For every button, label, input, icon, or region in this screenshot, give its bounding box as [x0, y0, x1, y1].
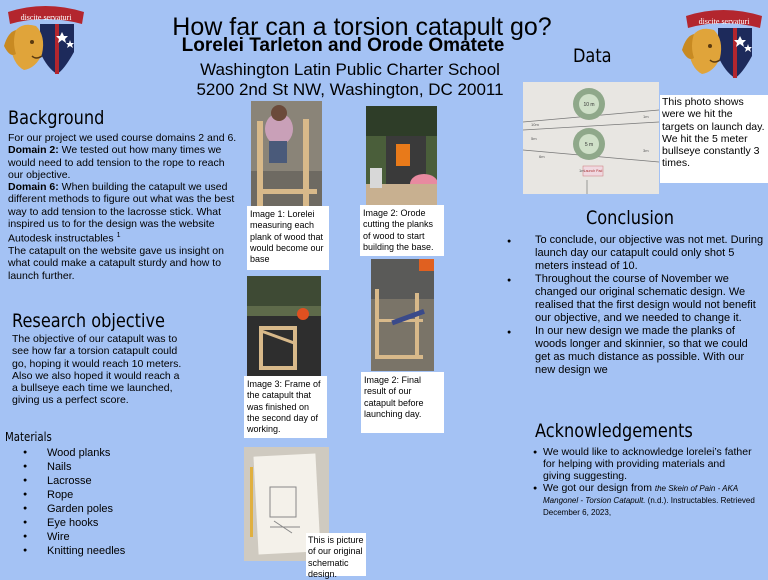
caption-image-3: Image 3: Frame of the catapult that was finished on the second day of working.	[244, 376, 327, 438]
photo-cutting-planks	[366, 106, 437, 206]
poster-authors: Lorelei Tarleton and Orode Omatete	[181, 35, 505, 56]
research-text: The objective of our catapult was to see how far a torsion catapult could go, hoping it would reach 10 meters. Also we also hoped it would reach a a bullseye each time we launched, giving us a perfect score.	[12, 333, 182, 407]
caption-image-2: Image 2: Orode cutting the planks of wood to start building the base.	[360, 205, 444, 256]
list-item: ● In our new design we made the planks of woods longer and skinnier, so that we could get as much distance as possible. With our new design we	[507, 325, 765, 377]
list-item: ● Lacrosse	[19, 474, 169, 488]
research-heading: Research objective	[12, 310, 165, 332]
citation-title: the Skein of Pain - AKA Mangonel - Torsion Catapult.	[543, 484, 738, 505]
list-item: ● Garden poles	[19, 502, 169, 516]
photo-catapult-frame	[247, 276, 321, 376]
poster-title: How far can a torsion catapult go?	[172, 13, 552, 41]
acknowledgements-heading: Acknowledgements	[535, 420, 693, 442]
background-heading: Background	[8, 107, 105, 129]
list-item: ● We would like to acknowledge lorelei’s father for helping with providing materials and giving suggesting.	[533, 446, 755, 482]
conclusion-list	[507, 234, 765, 377]
school-name: Washington Latin Public Charter School	[200, 60, 500, 79]
background-intro: For our project we used course domains 2 and 6.	[8, 132, 237, 144]
distance-label: 1m	[579, 168, 585, 173]
list-item: ● Rope	[19, 488, 169, 502]
domain2-label: Domain 2:	[8, 144, 59, 157]
logo-motto-right: discite servaturi	[698, 17, 750, 26]
distance-label: 1m	[643, 114, 649, 119]
citation-rest: (n.d.). Instructables. Retrieved December 6, 2023,	[543, 496, 755, 517]
target-diagram	[523, 82, 659, 194]
distance-label: 3m	[643, 148, 649, 153]
list-item: ● Knitting needles	[19, 544, 169, 558]
logo-motto: discite servaturi	[20, 13, 72, 22]
citation-prefix: We got our design from	[543, 482, 655, 494]
list-item: ● Nails	[19, 460, 169, 474]
launch-pad-label: Launch Pad	[583, 169, 603, 173]
distance-label: 6m	[539, 154, 545, 159]
data-caption: This photo shows were we hit the targets on launch day. We hit the 5 meter bullseye constantly 3 times.	[660, 95, 768, 183]
conclusion-heading: Conclusion	[586, 207, 675, 229]
materials-list	[19, 446, 169, 558]
domain6-text: When building the catapult we used different methods to figure out what was the best way to add tension to the lacrosse stick. What inspired us to for the design was the website Autodesk instructables	[8, 181, 235, 245]
list-item: ● Eye hooks	[19, 516, 169, 530]
background-insight: The catapult on the website gave us insight on what could make a catapult sturdy and how to launch further.	[8, 245, 224, 282]
acknowledgements-list	[533, 446, 755, 518]
distance-label: 5m	[531, 136, 537, 141]
data-heading: Data	[573, 45, 612, 67]
school-address: 5200 2nd St NW, Washington, DC 20011	[196, 80, 504, 99]
target-label-5m: 5 m	[584, 142, 594, 148]
background-text	[8, 132, 240, 282]
target-label-10m: 10 m	[583, 102, 595, 108]
distance-label: 10m	[531, 122, 539, 127]
caption-image-1: Image 1: Lorelei measuring each plank of wood that would become our base	[247, 206, 329, 270]
footnote-marker: 1	[116, 232, 121, 240]
materials-heading: Materials	[5, 430, 52, 444]
list-item: ● Wire	[19, 530, 169, 544]
photo-final-catapult	[371, 259, 434, 371]
domain6-label: Domain 6:	[8, 181, 59, 194]
list-item: ● Throughout the course of November we changed our original schematic design. We realised that the first design would not benefit our objective, and we needed to change it.	[507, 273, 765, 325]
caption-image-4: Image 2: Final result of our catapult before launching day.	[361, 372, 444, 433]
caption-image-5: This is picture of our original schematic design.	[306, 533, 366, 576]
domain2-text: We tested out how many times we would need to add tension to the rope to reach our objective.	[8, 144, 225, 181]
photo-measuring-plank	[251, 101, 322, 211]
list-item	[533, 482, 755, 518]
list-item: ● Wood planks	[19, 446, 169, 460]
list-item: ● To conclude, our objective was not met. During launch day our catapult could only shot 5 meters instead of 10.	[507, 234, 765, 273]
